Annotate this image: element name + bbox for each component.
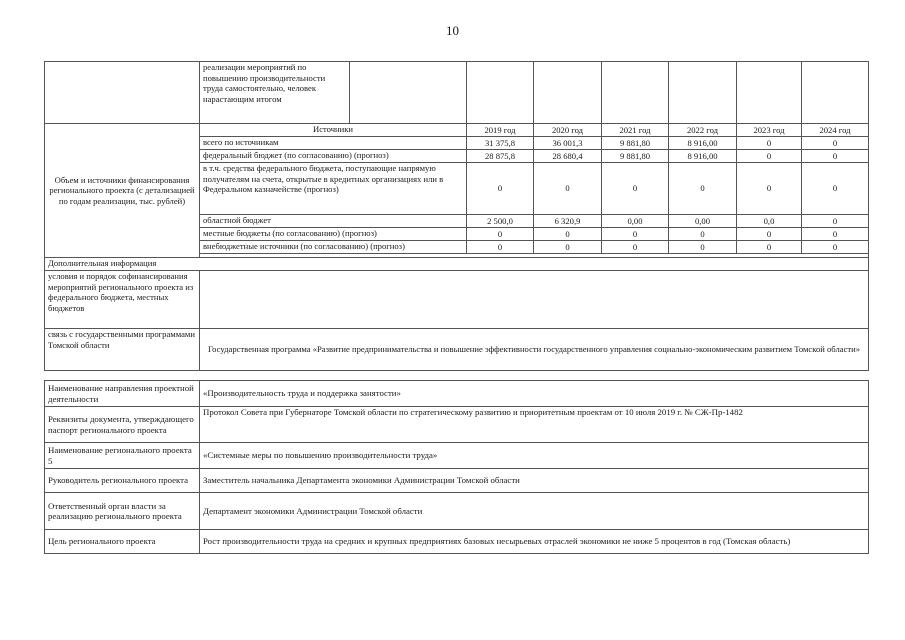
value-cell: 0 (737, 228, 802, 241)
program-link-row (45, 329, 869, 371)
value-cell: 0 (669, 241, 737, 254)
value-cell: 0 (802, 215, 869, 228)
header-year: 2024 год (802, 124, 869, 137)
value-cell: 8 916,00 (669, 150, 737, 163)
passport-value: Заместитель начальника Департамента экономики Администрации Томской области (200, 469, 869, 493)
value-cell: 0 (737, 241, 802, 254)
passport-label: Руководитель регионального проекта (45, 469, 200, 493)
header-year: 2022 год (669, 124, 737, 137)
passport-row (45, 469, 869, 493)
additional-info-row (45, 258, 869, 271)
passport-value: Рост производительности труда на средних и крупных предприятиях базовых несырьевых отраслей экономики не ниже 5 процентов в год (Томская область) (200, 530, 869, 554)
value-cell: 8 916,00 (669, 137, 737, 150)
passport-label: Реквизиты документа, утверждающего паспорт регионального проекта (45, 407, 200, 443)
cofinancing-value (200, 271, 869, 329)
financing-table (44, 61, 869, 371)
value-cell: 0 (602, 241, 669, 254)
program-link-label: связь с государственными программами Томской области (45, 329, 200, 371)
source-name: областной бюджет (200, 215, 467, 228)
value-cell: 31 375,8 (467, 137, 534, 150)
indicator-text: реализации мероприятий по повышению производительности труда самостоятельно, человек нарастающим итогом (200, 62, 350, 124)
value-cell: 0 (802, 228, 869, 241)
value-cell: 0,0 (737, 215, 802, 228)
source-name: внебюджетные источники (по согласованию) (прогноз) (200, 241, 467, 254)
value-cell: 0 (669, 228, 737, 241)
header-year: 2021 год (602, 124, 669, 137)
value-cell: 9 881,80 (602, 150, 669, 163)
passport-table (44, 380, 869, 554)
value-cell: 0 (802, 150, 869, 163)
cofinancing-row (45, 271, 869, 329)
passport-label: Ответственный орган власти за реализацию регионального проекта (45, 493, 200, 530)
source-name: всего по источникам (200, 137, 467, 150)
value-cell: 0 (534, 241, 602, 254)
source-name: местные бюджеты (по согласованию) (прогноз) (200, 228, 467, 241)
header-year: 2023 год (737, 124, 802, 137)
value-cell: 0 (534, 163, 602, 215)
value-cell: 0 (467, 241, 534, 254)
value-cell: 36 001,3 (534, 137, 602, 150)
passport-row (45, 381, 869, 407)
page-number: 10 (446, 23, 459, 38)
header-sources: Источники (200, 124, 467, 137)
passport-value: Протокол Совета при Губернаторе Томской области по стратегическому развитию и приоритетным проектам от 10 июля 2019 г. № СЖ-Пр-1482 (200, 407, 869, 443)
value-cell: 0 (802, 241, 869, 254)
passport-value: Департамент экономики Администрации Томской области (200, 493, 869, 530)
cofinancing-label: условия и порядок софинансирования мероприятий регионального проекта из федерального бюджета, местных бюджетов (45, 271, 200, 329)
passport-label: Наименование направления проектной деятельности (45, 381, 200, 407)
financing-label: Объем и источники финансирования регионального проекта (с детализацией по годам реализации, тыс. рублей) (45, 124, 200, 258)
value-cell: 0,00 (602, 215, 669, 228)
financing-header-row (45, 124, 869, 137)
header-year: 2020 год (534, 124, 602, 137)
value-cell: 0 (737, 137, 802, 150)
value-cell: 0 (467, 163, 534, 215)
value-cell: 2 500,0 (467, 215, 534, 228)
value-cell: 0 (737, 150, 802, 163)
value-cell: 0 (669, 163, 737, 215)
value-cell: 0 (737, 163, 802, 215)
value-cell: 9 881,80 (602, 137, 669, 150)
value-cell: 0 (602, 163, 669, 215)
value-cell: 0,00 (669, 215, 737, 228)
value-cell: 0 (467, 228, 534, 241)
source-name: в т.ч. средства федерального бюджета, поступающие напрямую получателям на счета, открытые в кредитных организациях или в Федеральном казначействе (прогноз) (200, 163, 467, 215)
header-year: 2019 год (467, 124, 534, 137)
value-cell: 0 (802, 137, 869, 150)
value-cell: 0 (602, 228, 669, 241)
value-cell: 6 320,9 (534, 215, 602, 228)
value-cell: 28 875,8 (467, 150, 534, 163)
value-cell: 28 680,4 (534, 150, 602, 163)
additional-info-heading: Дополнительная информация (45, 258, 869, 271)
passport-row (45, 407, 869, 443)
passport-label: Цель регионального проекта (45, 530, 200, 554)
passport-row (45, 493, 869, 530)
source-name: федеральный бюджет (по согласованию) (прогноз) (200, 150, 467, 163)
passport-value: «Производительность труда и поддержка занятости» (200, 381, 869, 407)
passport-row (45, 443, 869, 469)
value-cell: 0 (802, 163, 869, 215)
passport-label: Наименование регионального проекта 5 (45, 443, 200, 469)
passport-row (45, 530, 869, 554)
indicator-row (45, 62, 869, 124)
passport-value: «Системные меры по повышению производительности труда» (200, 443, 869, 469)
value-cell: 0 (534, 228, 602, 241)
program-link-value: Государственная программа «Развитие предпринимательства и повышение эффективности государственного управления социально-экономическим развитием Томской области» (200, 329, 869, 371)
